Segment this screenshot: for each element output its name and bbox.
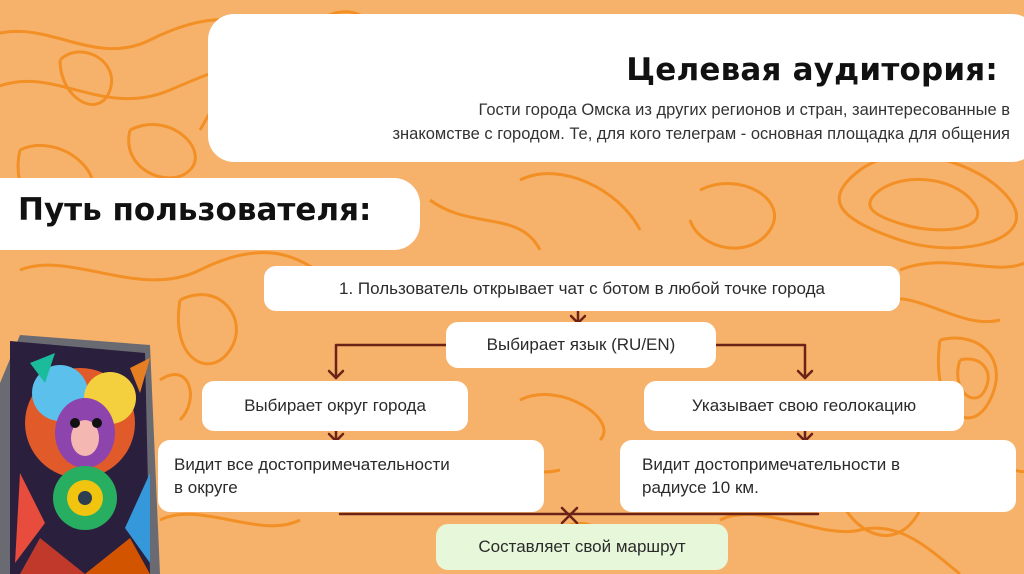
user-path-title: Путь пользователя: <box>18 192 372 228</box>
target-audience-line-1: Гости города Омска из других регионов и стран, заинтересованные в <box>478 101 1010 119</box>
flow-step-choose-language: Выбирает язык (RU/EN) <box>446 322 716 368</box>
flow-step-build-route: Составляет свой маршрут <box>436 524 728 570</box>
flow-step-sights-in-district <box>158 440 544 512</box>
sights-radius-line-1: Видит достопримечательности в <box>642 455 900 474</box>
sights-radius-line-2: радиусе 10 км. <box>642 478 759 497</box>
user-path-card <box>0 178 420 250</box>
target-audience-card <box>208 14 1024 162</box>
sights-district-line-1: Видит все достопримечательности <box>174 455 450 474</box>
flow-step-choose-district: Выбирает округ города <box>202 381 468 431</box>
target-audience-title: Целевая аудитория: <box>626 52 998 88</box>
flow-step-open-chat: 1. Пользователь открывает чат с ботом в любой точке города <box>264 266 900 311</box>
flow-step-sights-in-radius <box>620 440 1016 512</box>
target-audience-line-2: знакомстве с городом. Те, для кого телеграм - основная площадка для общения <box>392 125 1010 143</box>
target-audience-description <box>210 98 1010 146</box>
bear-mural-image <box>0 323 160 574</box>
sights-district-line-2: в округе <box>174 478 238 497</box>
flow-step-share-geolocation: Указывает свою геолокацию <box>644 381 964 431</box>
